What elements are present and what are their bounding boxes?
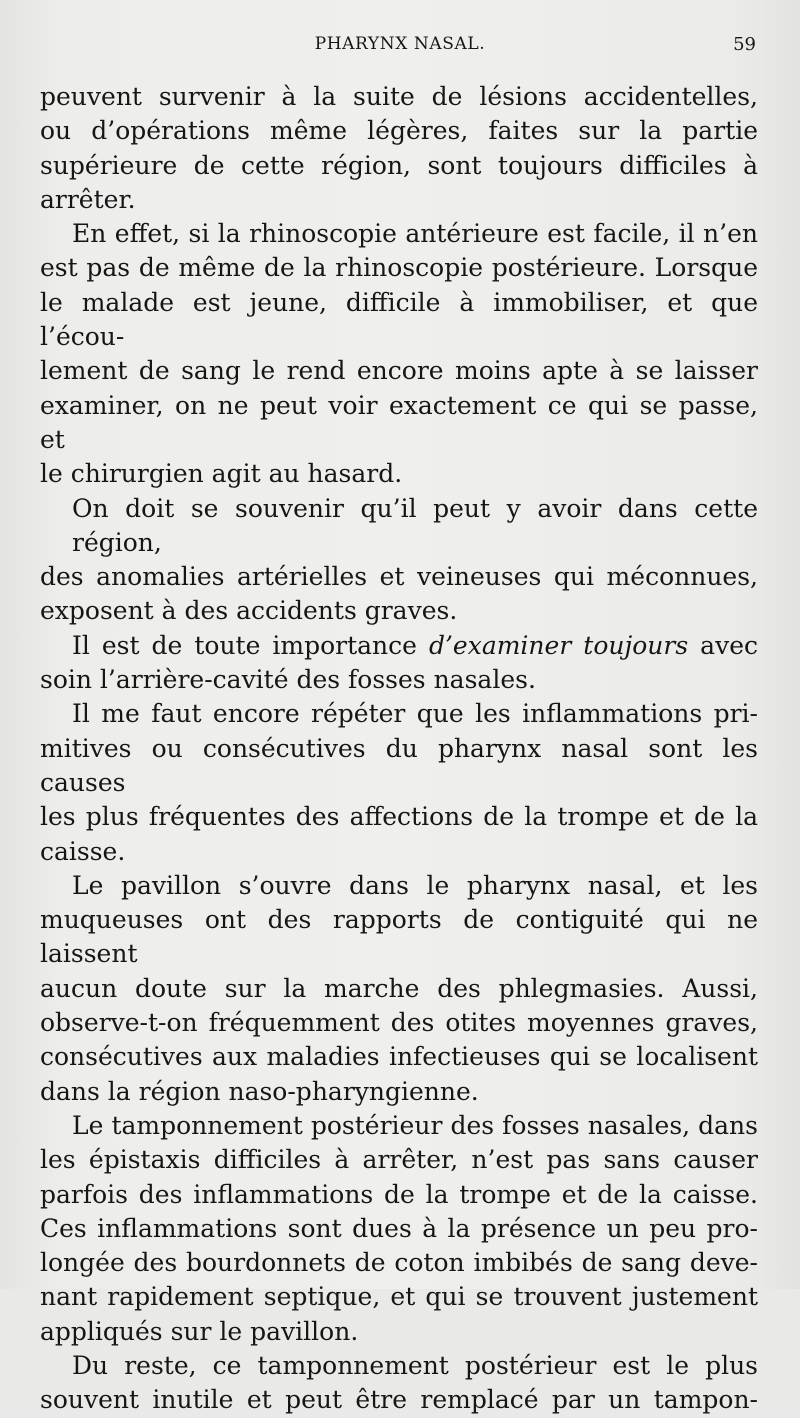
text-line: longée des bourdonnets de coton imbibés de sang deve- <box>40 1248 758 1278</box>
text-line: les épistaxis difficiles à arrêter, n’est pas sans causer <box>40 1145 758 1175</box>
text-line: appliqués sur le pavillon. <box>40 1316 359 1346</box>
text-line: peuvent survenir à la suite de lésions accidentelles, <box>40 82 758 111</box>
paragraph <box>40 183 758 217</box>
paragraph <box>40 1349 758 1418</box>
text-line: aucun doute sur la marche des phlegmasies. Aussi, <box>40 973 758 1003</box>
text-line: caisse. <box>40 836 126 866</box>
text-line: arrêter. <box>40 184 136 214</box>
paragraph <box>40 629 758 663</box>
text-line: exposent à des accidents graves. <box>40 596 458 626</box>
paragraph <box>40 217 758 457</box>
text-line: le malade est jeune, difficile à immobiliser, et que l’écou- <box>40 287 758 352</box>
text-line: Il me faut encore répéter que les inflammations pri- <box>72 699 758 729</box>
text-line: le chirurgien agit au hasard. <box>40 459 403 489</box>
paragraph <box>40 594 758 628</box>
text-line: mitives ou consécutives du pharynx nasal sont les causes <box>40 733 758 797</box>
paragraph <box>40 663 758 697</box>
text-line: souvent inutile et peut être remplacé par un tampon- <box>40 1385 758 1415</box>
text-segment: Il est de toute importance <box>72 630 417 660</box>
paragraph <box>40 1109 758 1315</box>
text-line: observe-t-on fréquemment des otites moyennes graves, <box>40 1008 758 1038</box>
paragraph <box>40 457 758 491</box>
text-line: parfois des inflammations de la trompe et de la caisse. <box>40 1179 758 1209</box>
italic-emphasis: d’examiner toujours <box>428 630 689 660</box>
text-line <box>40 629 758 663</box>
paragraph <box>40 697 758 834</box>
page-number: 59 <box>733 34 756 55</box>
paragraph <box>40 492 758 595</box>
text-line: soin l’arrière-cavité des fosses nasales. <box>40 665 536 695</box>
paragraph <box>40 80 758 183</box>
paragraph <box>40 1075 758 1109</box>
text-line: dans la région naso-pharyngienne. <box>40 1076 479 1106</box>
body-text <box>40 80 758 1418</box>
text-line: En effet, si la rhinoscopie antérieure est facile, il n’en <box>72 219 758 249</box>
text-line: Du reste, ce tamponnement postérieur est le plus <box>72 1350 758 1380</box>
paragraph <box>40 835 758 869</box>
text-line: les plus fréquentes des affections de la trompe et de la <box>40 802 758 832</box>
text-line: muqueuses ont des rapports de contiguité qui ne laissent <box>40 905 758 969</box>
paragraph <box>40 1315 758 1349</box>
text-line: lement de sang le rend encore moins apte à se laisser <box>40 356 758 386</box>
text-line: Le pavillon s’ouvre dans le pharynx nasal, et les <box>72 870 758 900</box>
text-line: On doit se souvenir qu’il peut y avoir dans cette région, <box>72 493 758 557</box>
text-line: supérieure de cette région, sont toujours difficiles à <box>40 150 758 180</box>
running-title: PHARYNX NASAL. <box>314 34 486 54</box>
text-line: Ces inflammations sont dues à la présence un peu pro- <box>40 1213 758 1243</box>
text-line: consécutives aux maladies infectieuses qui se localisent <box>40 1042 758 1072</box>
page-header <box>42 34 758 64</box>
paragraph <box>40 869 758 1075</box>
text-line: des anomalies artérielles et veineuses qui méconnues, <box>40 562 758 592</box>
text-line: est pas de même de la rhinoscopie postérieure. Lorsque <box>40 253 758 283</box>
text-line: nant rapidement septique, et qui se trouvent justement <box>40 1282 758 1312</box>
text-line: ou d’opérations même légères, faites sur la partie <box>40 116 758 146</box>
text-line: Le tamponnement postérieur des fosses nasales, dans <box>72 1110 758 1140</box>
text-segment: avec <box>700 630 758 660</box>
text-line: examiner, on ne peut voir exactement ce qui se passe, et <box>40 390 758 454</box>
